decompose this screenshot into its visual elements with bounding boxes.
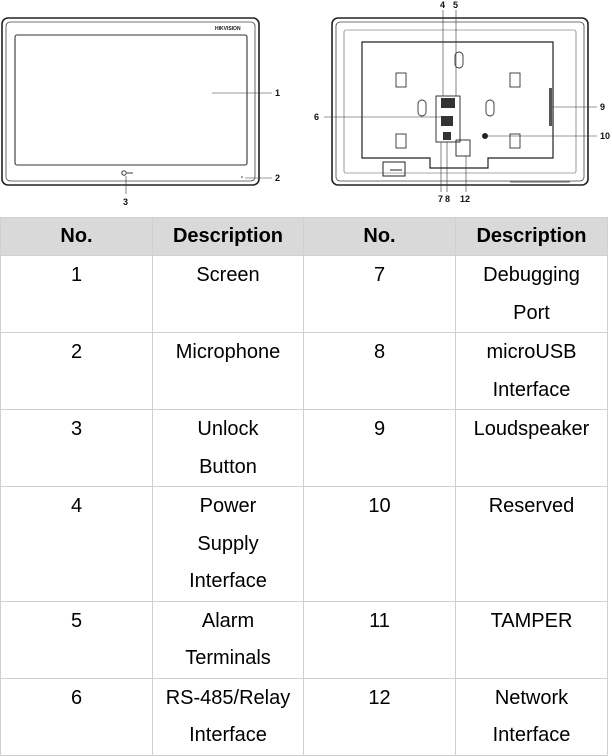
description-text: Debugging Port — [483, 264, 580, 324]
cell-no: 4 — [1, 487, 153, 602]
description-text: Alarm Terminals — [185, 609, 271, 669]
callout-front-3: 3 — [123, 197, 129, 207]
table-row — [1, 410, 608, 487]
header-no-left: No. — [1, 218, 153, 256]
cell-description: TAMPER — [456, 601, 608, 678]
table-row — [1, 601, 608, 678]
mounting-plate — [362, 42, 553, 168]
unlock-button-mark — [122, 171, 126, 175]
cell-no: 11 — [304, 601, 456, 678]
cell-no: 9 — [304, 410, 456, 487]
header-description-right: Description — [456, 218, 608, 256]
loudspeaker-mark — [549, 88, 552, 126]
callout-back-6: 6 — [314, 112, 320, 122]
table-header-row — [1, 218, 608, 256]
front-screen — [15, 35, 247, 165]
callout-back-8: 8 — [445, 194, 451, 204]
cell-description — [153, 678, 304, 755]
back-view — [314, 0, 610, 204]
front-bezel — [2, 18, 259, 185]
header-no-right: No. — [304, 218, 456, 256]
table-row — [1, 678, 608, 755]
description-text: Network Interface — [492, 686, 571, 746]
callout-front-2: 2 — [275, 173, 281, 183]
table-row — [1, 256, 608, 333]
table-row — [1, 333, 608, 410]
callout-back-9: 9 — [600, 102, 606, 112]
description-text: RS-485/Relay Interface — [165, 686, 291, 746]
cell-description — [153, 410, 304, 487]
cell-description — [153, 487, 304, 602]
table-row — [1, 487, 608, 602]
cell-description: Microphone — [153, 333, 304, 410]
cell-no: 3 — [1, 410, 153, 487]
brand-logo: HIKVISION — [215, 26, 241, 32]
cell-description — [456, 333, 608, 410]
description-text: microUSB Interface — [486, 341, 577, 401]
description-text: Power Supply Interface — [189, 495, 267, 592]
cell-no: 6 — [1, 678, 153, 755]
cell-description: Loudspeaker — [456, 410, 608, 487]
header-description-left: Description — [153, 218, 304, 256]
callout-back-10: 10 — [600, 131, 611, 141]
parts-table — [0, 217, 608, 756]
front-view — [2, 18, 280, 207]
cell-description — [456, 678, 608, 755]
cell-description: Reserved — [456, 487, 608, 602]
cell-no: 1 — [1, 256, 153, 333]
cell-no: 10 — [304, 487, 456, 602]
callout-back-12: 12 — [460, 194, 471, 204]
cell-no: 12 — [304, 678, 456, 755]
cell-description — [153, 601, 304, 678]
cell-description: Screen — [153, 256, 304, 333]
device-illustration — [0, 0, 612, 212]
cell-no: 8 — [304, 333, 456, 410]
cell-description — [456, 256, 608, 333]
cell-no: 5 — [1, 601, 153, 678]
reserved-mark — [482, 133, 488, 139]
callout-front-1: 1 — [275, 88, 281, 98]
description-text: Unlock Button — [197, 418, 259, 478]
callout-back-7: 7 — [438, 194, 444, 204]
callout-back-5: 5 — [453, 0, 459, 10]
cell-no: 7 — [304, 256, 456, 333]
cell-no: 2 — [1, 333, 153, 410]
device-diagram — [0, 0, 612, 212]
microphone-mark — [241, 176, 243, 178]
callout-back-4: 4 — [440, 0, 446, 10]
